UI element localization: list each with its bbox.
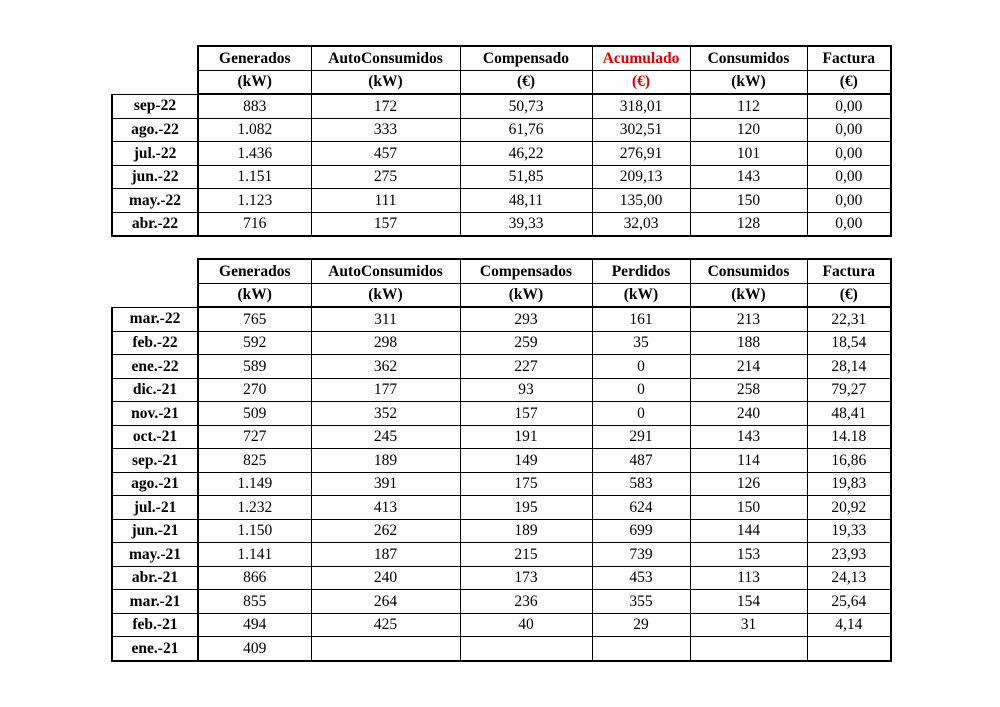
table-cell: 583 — [592, 472, 690, 496]
row-label-month: feb.-22 — [112, 331, 198, 355]
table-cell: 18,54 — [807, 331, 891, 355]
table-cell: 126 — [690, 472, 807, 496]
table-cell: 0,00 — [807, 118, 891, 142]
col-unit: (kW) — [460, 283, 592, 307]
table-cell: 413 — [311, 496, 460, 520]
table-row — [112, 425, 891, 449]
col-unit: (€) — [807, 70, 891, 94]
table-row — [112, 543, 891, 567]
table-cell: 177 — [311, 378, 460, 402]
table-cell: 227 — [460, 355, 592, 379]
table-cell: 31 — [690, 613, 807, 637]
table-cell: 46,22 — [460, 142, 592, 166]
row-label-month: jun.-22 — [112, 165, 198, 189]
table-cell: 195 — [460, 496, 592, 520]
corner-blank — [112, 259, 198, 283]
table-body — [112, 307, 891, 661]
table-cell — [807, 637, 891, 661]
table-cell: 215 — [460, 543, 592, 567]
row-label-month: nov.-21 — [112, 402, 198, 426]
header-row-units-title — [112, 46, 891, 70]
row-label-month: jun.-21 — [112, 519, 198, 543]
table-cell: 1.436 — [198, 142, 311, 166]
table-cell: 48,11 — [460, 189, 592, 213]
table-body — [112, 94, 891, 236]
col-header-factura: Factura — [807, 259, 891, 283]
col-header-factura: Factura — [807, 46, 891, 70]
table-cell: 453 — [592, 566, 690, 590]
table-cell: 333 — [311, 118, 460, 142]
table-cell: 120 — [690, 118, 807, 142]
table-cell: 1.151 — [198, 165, 311, 189]
table-cell: 240 — [311, 566, 460, 590]
col-unit: (kW) — [311, 70, 460, 94]
table-cell: 509 — [198, 402, 311, 426]
table-row — [112, 94, 891, 118]
table-cell: 19,83 — [807, 472, 891, 496]
table-cell: 302,51 — [592, 118, 690, 142]
table-cell: 276,91 — [592, 142, 690, 166]
table-cell: 157 — [311, 212, 460, 236]
row-label-month: oct.-21 — [112, 425, 198, 449]
table-row — [112, 449, 891, 473]
table-cell: 245 — [311, 425, 460, 449]
table-cell: 187 — [311, 543, 460, 567]
table-cell: 143 — [690, 165, 807, 189]
table-cell: 149 — [460, 449, 592, 473]
table-cell: 258 — [690, 378, 807, 402]
table-cell: 1.149 — [198, 472, 311, 496]
row-label-month: jul.-22 — [112, 142, 198, 166]
table-cell: 1.123 — [198, 189, 311, 213]
table-row — [112, 355, 891, 379]
table-cell: 135,00 — [592, 189, 690, 213]
header-row-units — [112, 70, 891, 94]
table-row — [112, 142, 891, 166]
header-row-units — [112, 283, 891, 307]
table-cell: 173 — [460, 566, 592, 590]
table-row — [112, 378, 891, 402]
table-row — [112, 496, 891, 520]
table-cell: 727 — [198, 425, 311, 449]
table-row — [112, 189, 891, 213]
table-row — [112, 566, 891, 590]
table-cell: 352 — [311, 402, 460, 426]
row-label-month: abr.-22 — [112, 212, 198, 236]
col-header-consumidos: Consumidos — [690, 259, 807, 283]
col-unit: (kW) — [690, 70, 807, 94]
table-cell: 318,01 — [592, 94, 690, 118]
table-cell: 29 — [592, 613, 690, 637]
col-unit: (kW) — [198, 70, 311, 94]
table-cell: 14.18 — [807, 425, 891, 449]
row-label-month: mar.-21 — [112, 590, 198, 614]
table-cell: 61,76 — [460, 118, 592, 142]
table-cell: 409 — [198, 637, 311, 661]
table-cell: 270 — [198, 378, 311, 402]
table-cell: 589 — [198, 355, 311, 379]
row-label-month: ene.-21 — [112, 637, 198, 661]
table-cell: 20,92 — [807, 496, 891, 520]
table-row — [112, 613, 891, 637]
table-cell: 494 — [198, 613, 311, 637]
table-cell — [460, 637, 592, 661]
table-cell: 0,00 — [807, 142, 891, 166]
table-cell: 355 — [592, 590, 690, 614]
table-row — [112, 331, 891, 355]
table-cell: 765 — [198, 307, 311, 331]
table-cell: 0,00 — [807, 94, 891, 118]
table-cell: 883 — [198, 94, 311, 118]
table-cell: 48,41 — [807, 402, 891, 426]
table-row — [112, 637, 891, 661]
col-header-consumidos: Consumidos — [690, 46, 807, 70]
table-cell: 19,33 — [807, 519, 891, 543]
table-cell: 35 — [592, 331, 690, 355]
table-cell: 298 — [311, 331, 460, 355]
table-row — [112, 118, 891, 142]
table-cell: 51,85 — [460, 165, 592, 189]
table-cell: 143 — [690, 425, 807, 449]
table-2022-credit — [111, 45, 892, 237]
col-unit: (kW) — [311, 283, 460, 307]
row-label-month: may.-22 — [112, 189, 198, 213]
table-cell: 0,00 — [807, 165, 891, 189]
table-cell: 866 — [198, 566, 311, 590]
corner-blank — [112, 70, 198, 94]
table-cell: 0 — [592, 355, 690, 379]
col-unit: (kW) — [690, 283, 807, 307]
table-cell: 0 — [592, 402, 690, 426]
table-cell: 40 — [460, 613, 592, 637]
table-cell: 154 — [690, 590, 807, 614]
table-cell: 112 — [690, 94, 807, 118]
table-cell: 150 — [690, 189, 807, 213]
col-header-autoconsumidos: AutoConsumidos — [311, 46, 460, 70]
table-cell: 188 — [690, 331, 807, 355]
row-label-month: ene.-22 — [112, 355, 198, 379]
table-cell — [690, 637, 807, 661]
table-row — [112, 590, 891, 614]
table-cell: 624 — [592, 496, 690, 520]
table-cell: 0,00 — [807, 212, 891, 236]
col-header-autoconsumidos: AutoConsumidos — [311, 259, 460, 283]
table-cell: 825 — [198, 449, 311, 473]
table-cell: 189 — [460, 519, 592, 543]
table-cell: 144 — [690, 519, 807, 543]
table-cell: 161 — [592, 307, 690, 331]
table-cell: 39,33 — [460, 212, 592, 236]
table-cell: 699 — [592, 519, 690, 543]
row-label-month: jul.-21 — [112, 496, 198, 520]
row-label-month: dic.-21 — [112, 378, 198, 402]
table-row — [112, 212, 891, 236]
table-cell: 311 — [311, 307, 460, 331]
table-cell: 236 — [460, 590, 592, 614]
col-unit: (€) — [592, 70, 690, 94]
table-cell: 293 — [460, 307, 592, 331]
table-cell: 716 — [198, 212, 311, 236]
table-cell: 240 — [690, 402, 807, 426]
table-cell: 362 — [311, 355, 460, 379]
col-unit: (€) — [460, 70, 592, 94]
table-cell: 739 — [592, 543, 690, 567]
col-header-generados: Generados — [198, 46, 311, 70]
col-header-compensado: Compensado — [460, 46, 592, 70]
table-cell: 262 — [311, 519, 460, 543]
row-label-month: mar.-22 — [112, 307, 198, 331]
table-cell: 150 — [690, 496, 807, 520]
table-cell: 114 — [690, 449, 807, 473]
col-header-acumulado: Acumulado — [592, 46, 690, 70]
table-cell: 1.141 — [198, 543, 311, 567]
table-cell: 191 — [460, 425, 592, 449]
col-unit: (kW) — [592, 283, 690, 307]
table-cell: 175 — [460, 472, 592, 496]
row-label-month: ago.-21 — [112, 472, 198, 496]
table-cell: 24,13 — [807, 566, 891, 590]
table-cell: 391 — [311, 472, 460, 496]
table-cell: 189 — [311, 449, 460, 473]
table-cell: 1.082 — [198, 118, 311, 142]
table-cell: 1.150 — [198, 519, 311, 543]
table-cell: 457 — [311, 142, 460, 166]
table-cell — [592, 637, 690, 661]
table-cell: 855 — [198, 590, 311, 614]
table-cell: 209,13 — [592, 165, 690, 189]
table-cell: 1.232 — [198, 496, 311, 520]
table-cell: 4,14 — [807, 613, 891, 637]
row-label-month: feb.-21 — [112, 613, 198, 637]
table-cell: 592 — [198, 331, 311, 355]
table-cell: 50,73 — [460, 94, 592, 118]
table-cell: 32,03 — [592, 212, 690, 236]
col-header-perdidos: Perdidos — [592, 259, 690, 283]
row-label-month: abr.-21 — [112, 566, 198, 590]
row-label-month: sep.-21 — [112, 449, 198, 473]
table-cell: 259 — [460, 331, 592, 355]
table-cell: 128 — [690, 212, 807, 236]
col-unit: (kW) — [198, 283, 311, 307]
col-unit: (€) — [807, 283, 891, 307]
table-row — [112, 165, 891, 189]
table-cell: 172 — [311, 94, 460, 118]
table-row — [112, 402, 891, 426]
table-row — [112, 307, 891, 331]
table-cell: 264 — [311, 590, 460, 614]
table-cell: 111 — [311, 189, 460, 213]
table-cell: 153 — [690, 543, 807, 567]
table-cell: 25,64 — [807, 590, 891, 614]
row-label-month: ago.-22 — [112, 118, 198, 142]
table-cell: 28,14 — [807, 355, 891, 379]
table-cell: 157 — [460, 402, 592, 426]
table-cell: 0 — [592, 378, 690, 402]
table-row — [112, 472, 891, 496]
corner-blank — [112, 46, 198, 70]
row-label-month: may.-21 — [112, 543, 198, 567]
table-cell: 275 — [311, 165, 460, 189]
table-cell: 22,31 — [807, 307, 891, 331]
table-cell: 93 — [460, 378, 592, 402]
table-cell: 23,93 — [807, 543, 891, 567]
table-cell: 213 — [690, 307, 807, 331]
table-row — [112, 519, 891, 543]
col-header-compensados: Compensados — [460, 259, 592, 283]
table-cell: 291 — [592, 425, 690, 449]
table-cell: 16,86 — [807, 449, 891, 473]
table-cell: 101 — [690, 142, 807, 166]
table-cell: 214 — [690, 355, 807, 379]
col-header-generados: Generados — [198, 259, 311, 283]
table-cell: 425 — [311, 613, 460, 637]
table-2021-2022-energy — [111, 258, 892, 662]
table-cell: 487 — [592, 449, 690, 473]
table-cell — [311, 637, 460, 661]
table-cell: 113 — [690, 566, 807, 590]
corner-blank — [112, 283, 198, 307]
table-cell: 0,00 — [807, 189, 891, 213]
table-cell: 79,27 — [807, 378, 891, 402]
header-row-titles — [112, 259, 891, 283]
row-label-month: sep-22 — [112, 94, 198, 118]
